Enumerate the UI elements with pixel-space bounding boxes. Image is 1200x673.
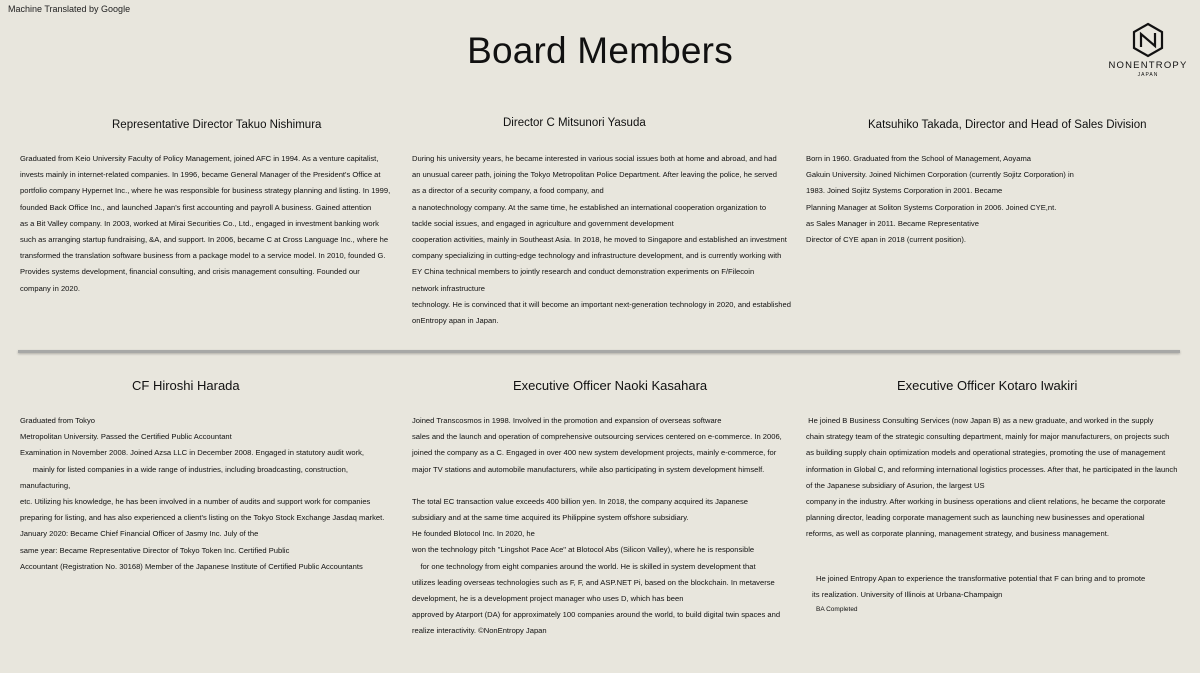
bio-line: tackle social issues, and engaged in agriculture and government development	[412, 218, 674, 228]
bio-line: subsidiary and at the same time acquired its Philippine system offshore subsidiary.	[412, 513, 689, 523]
bio-line: He founded Blotocol Inc. In 2020, he	[412, 529, 535, 539]
member-bio	[20, 413, 384, 575]
bio-line: realize interactivity. ©NonEntropy Japan	[412, 626, 547, 636]
bio-line: as a director of a security company, a food company, and	[412, 186, 604, 196]
bio-line: portfolio company Hypernet Inc., where he was responsible for business strategy planning and listing. In 1999,	[20, 186, 391, 196]
member-bio-continued	[812, 571, 1146, 616]
bio-line: Graduated from Keio University Faculty of Policy Management, joined AFC in 1994. As a venture capitalist,	[20, 154, 379, 163]
bio-line: onEntropy apan in Japan.	[412, 316, 499, 326]
bio-line: sales and the launch and operation of comprehensive outsourcing services centered on e-commerce. In 2006,	[412, 432, 782, 442]
bio-line: company specializing in cutting-edge technology and infrastructure development, and is currently working with	[412, 251, 782, 261]
bio-line: He joined B Business Consulting Services (now Japan B) as a new graduate, and worked in the supply	[806, 416, 1154, 425]
bio-line: preparing for listing, and has also experienced a client's listing on the Tokyo Stock Exchange Jasdaq market.	[20, 513, 385, 523]
page-title: Board Members	[467, 30, 733, 71]
bio-line: technology. He is convinced that it will become an important next-generation technology in 2020, and established	[412, 299, 791, 309]
bio-line: major TV stations and automobile manufacturers, while also participating in system development himself.	[412, 464, 765, 474]
bio-line: Born in 1960. Graduated from the School of Management, Aoyama	[806, 154, 1031, 163]
bio-line: EY China technical members to jointly research and conduct demonstration experiments on F/Filecoin	[412, 267, 755, 277]
bio-line: Provides systems development, financial consulting, and crisis management consulting. Founded our	[20, 267, 360, 277]
logo-subtitle: JAPAN	[1137, 72, 1159, 78]
bio-line: reforms, as well as corporate planning, management strategy, and business management.	[806, 529, 1109, 539]
member-bio	[412, 413, 782, 640]
bio-line: won the technology pitch "Lingshot Pace Ace" at Blotocol Abs (Silicon Valley), where he is responsible	[412, 545, 755, 555]
bio-line: He joined Entropy Apan to experience the transformative potential that F can bring and to promote	[816, 574, 1146, 583]
bio-line: manufacturing,	[20, 480, 71, 490]
section-divider	[18, 350, 1180, 353]
bio-line: Gakuin University. Joined Nichimen Corporation (currently Sojitz Corporation) in	[806, 170, 1074, 180]
bio-line: cooperation activities, mainly in Southeast Asia. In 2018, he moved to Singapore and established an investment	[412, 235, 787, 245]
bio-line: Graduated from Tokyo	[20, 416, 95, 425]
hexagon-n-logo-icon	[1131, 22, 1165, 58]
bio-line: etc. Utilizing his knowledge, he has been involved in a number of audits and support work for companies	[20, 497, 371, 507]
bio-line: an unusual career path, joining the Tokyo Metropolitan Police Department. After leaving the police, he served	[412, 170, 777, 180]
bio-line: as a Bit Valley company. In 2003, worked at Mirai Securities Co., Ltd., engaged in investment banking work	[20, 218, 379, 228]
bio-line: Director of CYE apan in 2018 (current position).	[806, 235, 966, 245]
bio-line: 1983. Joined Sojitz Systems Corporation in 2001. Became	[806, 186, 1003, 196]
bio-line: Examination in November 2008. Joined Azsa LLC in December 2008. Engaged in statutory audit work,	[20, 448, 365, 458]
bio-line: such as arranging startup fundraising, &A, and support. In 2006, became C at Cross Language Inc., where he	[20, 235, 389, 245]
bio-line: network infrastructure	[412, 283, 486, 293]
bio-line: During his university years, he became interested in various social issues both at home and abroad, and had	[412, 154, 777, 163]
bio-line: company in 2020.	[20, 283, 80, 293]
bio-line: as Sales Manager in 2011. Became Representative	[806, 218, 979, 228]
bio-line: planning director, leading corporate management such as launching new businesses and operational	[806, 513, 1145, 523]
company-logo	[1108, 22, 1188, 78]
bio-line: invests mainly in internet-related companies. In 1996, became General Manager of the President's Office at	[20, 170, 381, 180]
bio-line: utilizes leading overseas technologies such as F, F, and ASP.NET Pi, based on the blockchain. In metaverse	[412, 577, 775, 587]
logo-wordmark: NONENTROPY	[1108, 60, 1188, 71]
bio-line: its realization. University of Illinois at Urbana-Champaign	[812, 590, 1003, 600]
bio-line: Accountant (Registration No. 30168) Member of the Japanese Institute of Certified Public Accountants	[20, 561, 363, 571]
member-name: Katsuhiko Takada, Director and Head of Sales Division	[868, 119, 1147, 131]
translation-note: Machine Translated by Google	[8, 4, 131, 14]
member-bio	[20, 151, 390, 297]
bio-line: of the Japanese subsidiary of Asurion, the largest US	[806, 480, 985, 490]
paragraph-gap	[412, 478, 782, 494]
member-name: Executive Officer Naoki Kasahara	[513, 378, 708, 393]
bio-line: The total EC transaction value exceeds 400 billion yen. In 2018, the company acquired its Japanese	[412, 496, 749, 506]
bio-line: Metropolitan University. Passed the Certified Public Accountant	[20, 432, 232, 442]
bio-line: chain strategy team of the strategic consulting department, mainly for major manufacturers, on projects such	[806, 432, 1170, 442]
bio-line: founded Back Office Inc., and launched Japan's first accounting and payroll A business. Gained attention	[20, 202, 372, 212]
bio-line: information in Global C, and reforming international logistics processes. After that, he participated in the launch	[806, 464, 1178, 474]
member-bio	[806, 413, 1177, 543]
bio-line: development, he is a development project manager who uses D, which has been	[412, 594, 684, 604]
bio-line: for one technology from eight companies around the world. He is skilled in system development that	[412, 561, 756, 571]
member-bio	[412, 151, 791, 329]
bio-line: as building supply chain optimization models and operational strategies, promoting the use of management	[806, 448, 1166, 458]
bio-line: Planning Manager at Soliton Systems Corporation in 2006. Joined CYE,nt.	[806, 202, 1057, 212]
member-name: Director C Mitsunori Yasuda	[503, 117, 646, 129]
member-name: CF Hiroshi Harada	[132, 378, 240, 393]
bio-line: a nanotechnology company. At the same time, he established an international cooperation organization to	[412, 202, 767, 212]
member-bio	[806, 151, 1074, 248]
member-name: Representative Director Takuo Nishimura	[112, 119, 322, 131]
member-name: Executive Officer Kotaro Iwakiri	[897, 378, 1078, 393]
bio-line: mainly for listed companies in a wide range of industries, including broadcasting, construction,	[20, 464, 348, 474]
bio-line: transformed the translation software business from a package model to a service model. In 2010, founded G.	[20, 251, 386, 261]
degree-note: BA Completed	[816, 606, 858, 614]
bio-line: company in the industry. After working in business operations and client relations, he became the corporate	[806, 497, 1166, 507]
bio-line: joined the company as a C. Engaged in over 400 new system development projects, mainly e-commerce, for	[412, 448, 777, 458]
bio-line: January 2020: Became Chief Financial Officer of Jasmy Inc. July of the	[20, 529, 259, 539]
bio-line: same year: Became Representative Director of Tokyo Token Inc. Certified Public	[20, 545, 290, 555]
bio-line: Joined Transcosmos in 1998. Involved in the promotion and expansion of overseas software	[412, 416, 722, 425]
bio-line: approved by Atarport (DA) for approximately 100 companies around the world, to build digital twin spaces and	[412, 610, 781, 620]
